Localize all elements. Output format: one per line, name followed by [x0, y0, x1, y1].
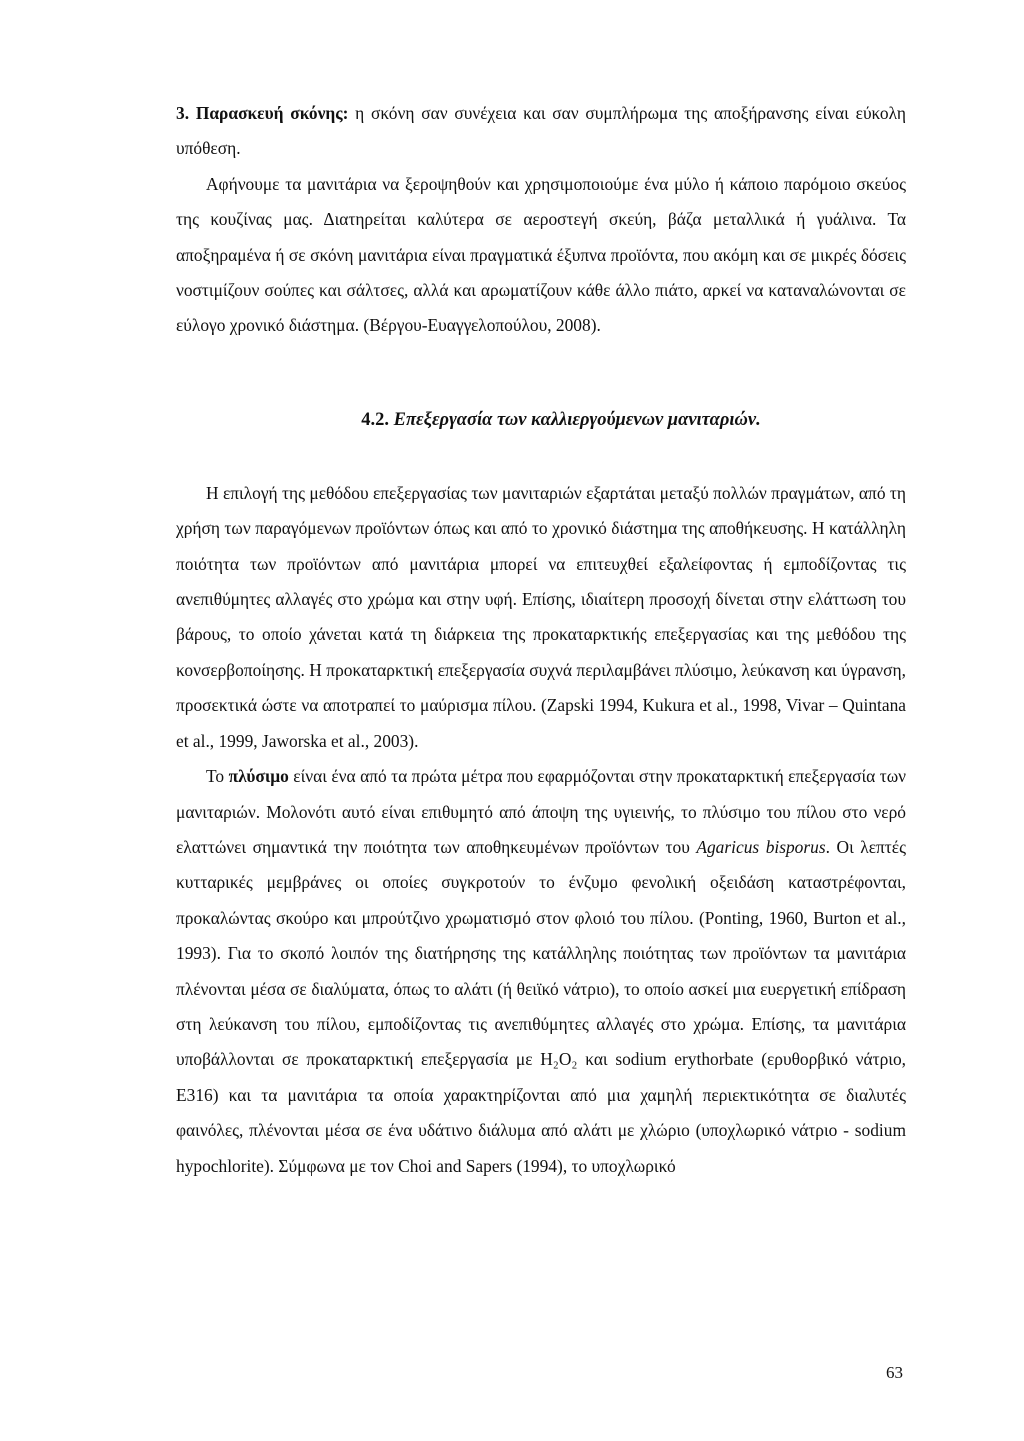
- section-4-2-number: 4.2.: [361, 409, 389, 430]
- p2-bold-term: πλύσιμο: [228, 766, 289, 787]
- section-4-2-paragraph-2: [176, 759, 906, 1184]
- section-3-body: Αφήνουμε τα μανιτάρια να ξεροψηθούν και χρησιμοποιούμε ένα μύλο ή κάποιο παρόμοιο σκεύος της κουζίνας μας. Διατηρείται καλύτερα σε αεροστεγή σκεύη, βάζα μεταλλικά ή γυάλινα. Τα αποξηραμένα ή σε σκόνη μανιτάρια είναι πραγματικά έξυπνα προϊόντα, που ακόμη και σε μικρές δόσεις νοστιμίζουν σούπες και σάλτσες, αλλά και αρωματίζουν κάθε άλλο πιάτο, αρκεί να καταναλώνονται σε εύλογο χρονικό διάστημα. (Βέργου-Ευαγγελοπούλου, 2008).: [176, 173, 906, 336]
- p2-text-a: Το: [206, 766, 229, 787]
- section-4-2-heading: [176, 403, 906, 438]
- section-3-paragraph: [176, 96, 906, 167]
- page-number: 63: [886, 1363, 903, 1382]
- p2-text-b: είναι ένα από τα πρώτα μέτρα που εφαρμόζονται στην προκαταρκτική επεξεργασία των μανιταριών. Μολονότι αυτό είναι επιθυμητό από άποψη της υγιεινής, το πλύσιμο του πίλου στο νερό ελαττώνει σημαντικά την ποιότητα των αποθηκευμένων προϊόντων του: [176, 766, 907, 857]
- p2-text-c: . Οι λεπτές κυτταρικές μεμβράνες οι οποίες συγκροτούν το ένζυμο φενολική οξειδάση καταστρέφονται, προκαλώντας σκούρο και μπρούτζινο χρωματισμό στον φλοιό του πίλου. (Ponting, 1960, Burton et al., 1993). Για το σκοπό λοιπόν της διατήρησης της κατάλληλης ποιότητας των προϊόντων τα μανιτάρια πλένονται μέσα σε διαλύματα, όπως το αλάτι (ή θειϊκό νάτριο), το οποίο ασκεί μια ευεργετική επίδραση στη λεύκανση του πίλου, εμποδίζοντας τις ανεπιθύμητες αλλαγές στο χρώμα. Επίσης, τα μανιτάρια υποβάλλονται σε προκαταρκτική επεξεργασία με H₂O₂ και sodium erythorbate (ερυθορβικό νάτριο, E316) και τα μανιτάρια τα οποία χαρακτηρίζονται από μια χαμηλή περιεκτικότητα σε διαλυτές φαινόλες, πλένονται μέσα σε ένα υδάτινο διάλυμα από αλάτι με χλώριο (υποχλωρικό νάτριο - sodium hypochlorite). Σύμφωνα με τον Choi and Sapers (1994), το υποχλωρικό: [176, 836, 906, 1176]
- section-4-2-title: Επεξεργασία των καλλιεργούμενων μανιταριών.: [388, 409, 761, 430]
- section-3-heading: 3. Παρασκευή σκόνης:: [176, 103, 349, 123]
- page-content: [176, 96, 906, 1184]
- p2-italic-species: Agaricus bisporus: [696, 836, 826, 857]
- section-3-intro: η σκόνη σαν συνέχεια και σαν συμπλήρωμα της αποξήρανσης είναι εύκολη υπόθεση.: [176, 103, 906, 159]
- section-4-2-paragraph-1: Η επιλογή της μεθόδου επεξεργασίας των μανιταριών εξαρτάται μεταξύ πολλών πραγμάτων, από τη χρήση των παραγόμενων προϊόντων όπως και από το χρονικό διάστημα της αποθήκευσης. Η κατάλληλη ποιότητα των προϊόντων από μανιτάρια μπορεί να επιτευχθεί εξαλείφοντας ή εμποδίζοντας τις ανεπιθύμητες αλλαγές στο χρώμα και στην υφή. Επίσης, ιδιαίτερη προσοχή δίνεται στην ελάττωση του βάρους, το οποίο χάνεται κατά τη διάρκεια της προκαταρκτικής επεξεργασίας και της μεθόδου της κονσερβοποίησης. Η προκαταρκτική επεξεργασία συχνά περιλαμβάνει πλύσιμο, λεύκανση και ύγρανση, προσεκτικά ώστε να αποτραπεί το μαύρισμα πίλου. (Zapski 1994, Kukura et al., 1998, Vivar – Quintana et al., 1999, Jaworska et al., 2003).: [176, 482, 906, 751]
